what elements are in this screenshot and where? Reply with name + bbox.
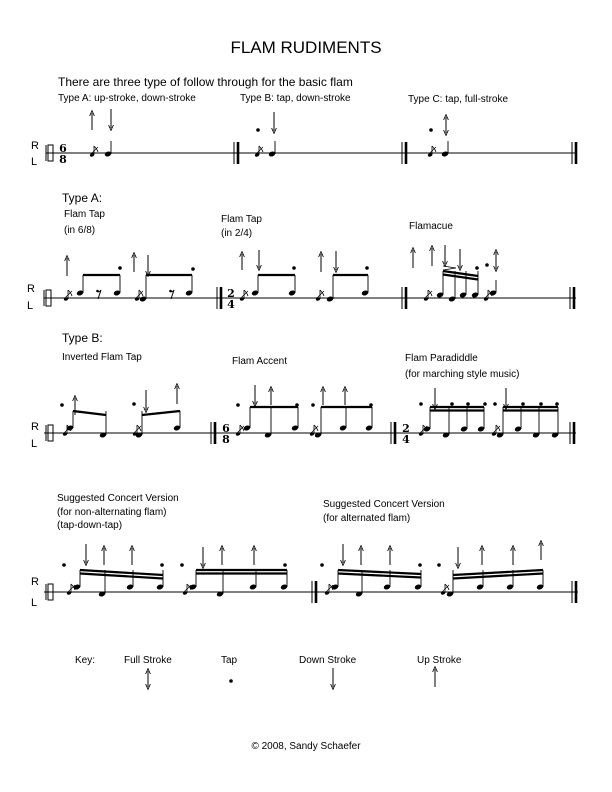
- label-inverted-flam-tap: Inverted Flam Tap: [62, 352, 142, 363]
- time-signature-top: 6: [222, 422, 230, 435]
- dot-icon: [493, 402, 497, 406]
- label-concert-1-sub1: (for non-alternating flam): [57, 507, 167, 518]
- dot-icon: [132, 402, 136, 406]
- page-title: FLAM RUDIMENTS: [230, 38, 382, 57]
- time-signature-top: 6: [59, 142, 67, 155]
- label-flam-tap-68-sub: (in 6/8): [64, 225, 96, 236]
- key-tap-label: Tap: [221, 655, 238, 666]
- time-signature-top: 2: [227, 287, 235, 300]
- dot-icon: [60, 403, 64, 407]
- time-signature-bottom: 4: [227, 298, 235, 311]
- time-signature-bottom: 8: [222, 433, 230, 446]
- type-a-description: Type A: up-stroke, down-stroke: [58, 93, 196, 104]
- label-flam-paradiddle-sub: (for marching style music): [405, 369, 520, 380]
- dot-icon: [483, 402, 487, 406]
- type-c-description: Type C: tap, full-stroke: [408, 94, 509, 105]
- dot-icon: [475, 266, 479, 270]
- dot-icon: [365, 266, 369, 270]
- hand-label-left: L: [31, 597, 38, 609]
- dot-icon: [466, 402, 470, 406]
- intro-text: There are three type of follow through for the basic flam: [58, 75, 353, 89]
- dot-icon: [539, 402, 543, 406]
- dot-icon: [311, 403, 315, 407]
- dot-icon: [229, 679, 233, 683]
- label-concert-2: Suggested Concert Version: [323, 499, 445, 510]
- eighth-rest: [169, 290, 172, 293]
- dot-icon: [429, 128, 433, 132]
- dot-icon: [419, 402, 423, 406]
- dot-icon: [450, 402, 454, 406]
- dot-icon: [62, 563, 66, 567]
- dot-icon: [295, 403, 299, 407]
- eighth-rest: [96, 290, 99, 293]
- section-heading-type-a: Type A:: [62, 191, 103, 205]
- label-flamacue: Flamacue: [409, 221, 453, 232]
- label-flam-tap-24: Flam Tap: [221, 214, 262, 225]
- dot-icon: [118, 266, 122, 270]
- beam: [142, 411, 180, 415]
- dot-icon: [236, 403, 240, 407]
- accent-mark: [443, 266, 456, 270]
- label-flam-tap-68: Flam Tap: [64, 209, 105, 220]
- hand-label-left: L: [27, 300, 34, 312]
- hand-label-left: L: [31, 438, 38, 450]
- type-b-description: Type B: tap, down-stroke: [240, 93, 351, 104]
- hand-label-left: L: [31, 156, 38, 168]
- label-concert-1: Suggested Concert Version: [57, 493, 179, 504]
- dot-icon: [521, 402, 525, 406]
- dot-icon: [320, 563, 324, 567]
- dot-icon: [292, 266, 296, 270]
- label-concert-2-sub: (for alternated flam): [323, 513, 411, 524]
- hand-label-right: R: [31, 140, 39, 152]
- time-signature-top: 2: [402, 422, 410, 435]
- dot-icon: [191, 267, 195, 271]
- key-up-stroke-label: Up Stroke: [417, 655, 462, 666]
- dot-icon: [283, 563, 287, 567]
- dot-icon: [160, 563, 164, 567]
- dot-icon: [369, 403, 373, 407]
- key-down-stroke-label: Down Stroke: [299, 655, 357, 666]
- key-label: Key:: [75, 655, 96, 666]
- dot-icon: [180, 563, 184, 567]
- dot-icon: [256, 128, 260, 132]
- hand-label-right: R: [31, 576, 39, 588]
- dot-icon: [437, 563, 441, 567]
- dot-icon: [418, 563, 422, 567]
- time-signature-bottom: 4: [402, 433, 410, 446]
- label-flam-accent: Flam Accent: [232, 356, 288, 367]
- dot-icon: [555, 402, 559, 406]
- label-concert-1-sub2: (tap-down-tap): [57, 520, 123, 531]
- beam: [73, 411, 106, 415]
- time-signature-bottom: 8: [59, 153, 67, 166]
- hand-label-right: R: [27, 283, 35, 295]
- hand-label-right: R: [31, 421, 39, 433]
- label-flam-paradiddle: Flam Paradiddle: [405, 353, 478, 364]
- key-full-stroke-label: Full Stroke: [124, 655, 172, 666]
- copyright: © 2008, Sandy Schaefer: [251, 741, 361, 752]
- section-heading-type-b: Type B:: [62, 331, 103, 345]
- label-flam-tap-24-sub: (in 2/4): [221, 228, 253, 239]
- dot-icon: [485, 263, 489, 267]
